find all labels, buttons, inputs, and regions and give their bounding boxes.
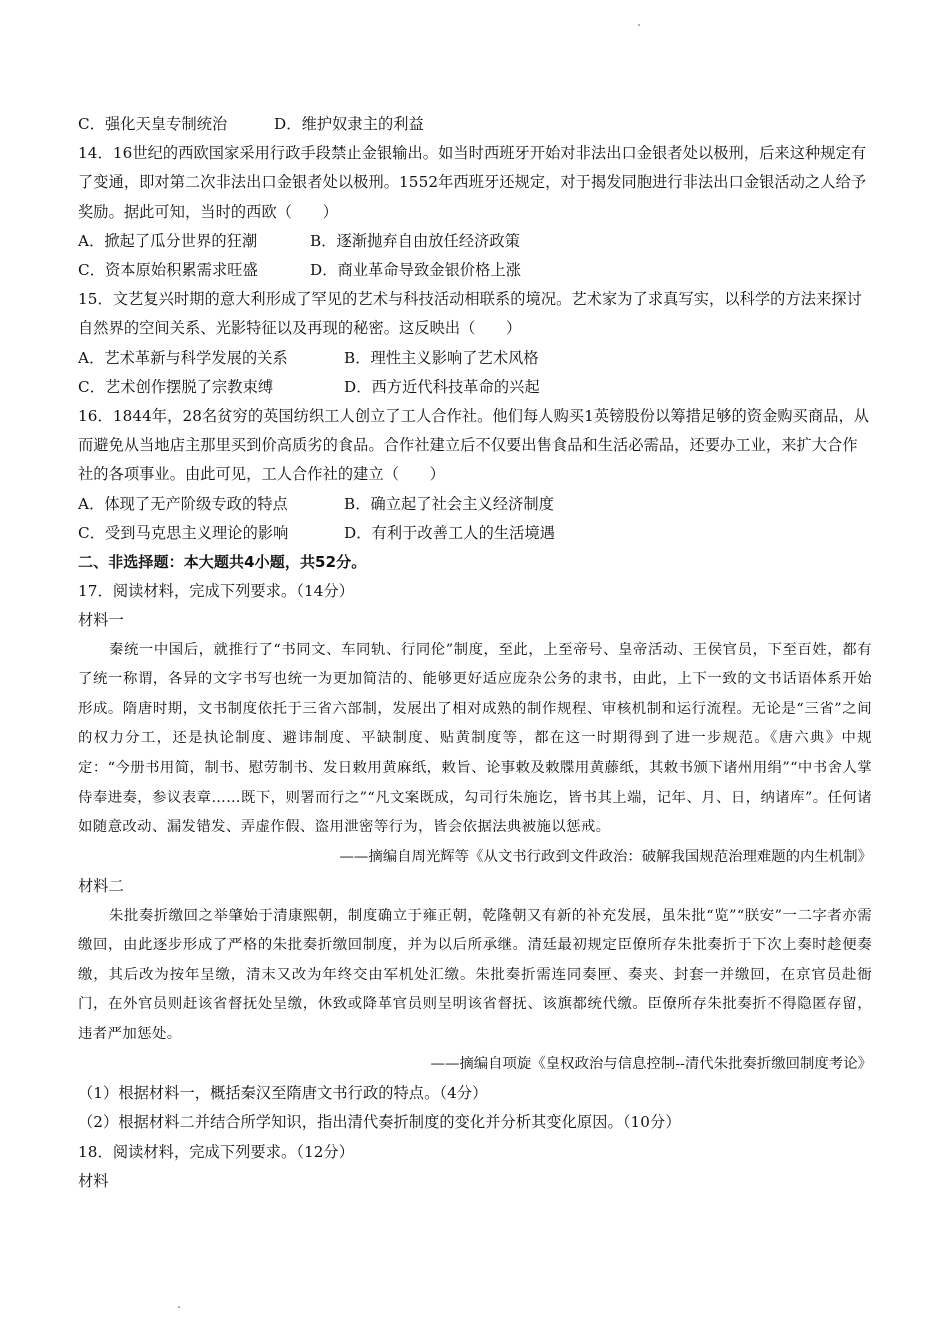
q13-option-d[interactable]: D．维护奴隶主的利益	[274, 115, 424, 133]
q16-options-cd	[78, 519, 872, 548]
q14-option-d[interactable]: D．商业革命导致金银价格上涨	[310, 261, 522, 280]
q15-option-c[interactable]: C．艺术创作摆脱了宗教束缚	[78, 377, 274, 396]
exam-page	[78, 110, 872, 1196]
q17-material-1-label: 材料一	[78, 611, 124, 630]
q15-option-a[interactable]: A．艺术革新与科学发展的关系	[78, 348, 288, 367]
q14-options-cd	[78, 256, 872, 285]
q17-material-1-source: ——摘编自周光辉等《从文书行政到文件政治：破解我国规范治理难题的内生机制》	[339, 848, 872, 865]
q17-material-2-text: 朱批奏折缴回之举肇始于清康熙朝，制度确立于雍正朝，乾隆朝又有新的补充发展，虽朱批“览”“朕安”一二字者亦需缴回，由此逐步形成了严格的朱批奏折缴回制度，并为以后所承继。清廷最初规定臣僚所存朱批奏折于下次上奏时趁便奏缴，其后改为按年呈缴，清末又改为年终交由军机处汇缴。朱批奏折需连同奏匣、奏夹、封套一并缴回，在京官员赴衙门，在外官员则赶该省督抚处呈缴，休致或降革官员则呈明该省督抚、该旗都统代缴。臣僚所存朱批奏折不得隐匿存留，违者严加惩处。	[78, 907, 872, 1042]
q17-subquestion-1: （1）根据材料一，概括秦汉至隋唐文书行政的特点。（4分）	[78, 1084, 488, 1103]
q17-subquestion-2: （2）根据材料二并结合所学知识，指出清代奏折制度的变化并分析其变化原因。（10分）	[78, 1113, 681, 1132]
q16-option-c[interactable]: C．受到马克思主义理论的影响	[78, 523, 289, 542]
top-dot-mark	[638, 24, 640, 26]
q15-options-cd	[78, 373, 872, 402]
q15-option-b[interactable]: B．理性主义影响了艺术风格	[344, 348, 539, 367]
q17-material-2-label: 材料二	[78, 877, 124, 896]
q17-material-1-text: 秦统一中国后，就推行了“书同文、车同轨、行同伦”制度，至此，上至帝号、皇帝活动、王侯官员，下至百姓，都有了统一称谓，各异的文字书写也统一为更加简洁的、能够更好适应庞杂公务的隶书，由此，上下一致的文书话语体系开始形成。隋唐时期，文书制度依托于三省六部制，发展出了相对成熟的制作规程、审核机制和运行流程。无论是“三省”之间的权力分工，还是执论制度、避讳制度、平缺制度、贴黄制度等，都在这一时期得到了进一步规范。《唐六典》中规定：“今册书用简，制书、慰劳制书、发日敕用黄麻纸，敕旨、论事敕及敕牒用黄藤纸，其敕书颁下诸州用绢”“中书舍人掌侍奉进奏，参议表章……既下，则署而行之”“凡文案既成，勾司行朱施讫，皆书其上端，记年、月、日，纳诸库”。任何诸如随意改动、漏发错发、弄虚作假、盗用泄密等行为，皆会依据法典被施以惩戒。	[78, 641, 872, 836]
q14-option-c[interactable]: C．资本原始积累需求旺盛	[78, 261, 258, 280]
section-2-heading: 二、非选择题：本大题共4小题，共52分。	[78, 553, 367, 572]
q13-option-c[interactable]: C．强化天皇专制统治	[78, 115, 228, 133]
q16-option-a[interactable]: A．体现了无产阶级专政的特点	[78, 494, 288, 513]
q14-option-b[interactable]: B．逐渐抛弃自由放任经济政策	[310, 231, 520, 250]
bottom-dot-mark	[178, 1306, 180, 1308]
q16-option-b[interactable]: B．确立起了社会主义经济制度	[344, 494, 554, 513]
q13-options-cd	[78, 110, 872, 139]
q16-stem: 16．1844年，28名贫穷的英国纺织工人创立了工人合作社。他们每人购买1英镑股份以筹措足够的资金购买商品，从而避免从当地店主那里买到价高质劣的食品。合作社建立后不仅要出售食品和生活必需品，还要办工业，来扩大合作社的各项事业。由此可见，工人合作社的建立（ ）	[78, 407, 870, 484]
q18-stem: 18．阅读材料，完成下列要求。（12分）	[78, 1142, 355, 1161]
q17-material-2-source: ——摘编自项旋《皇权政治与信息控制--清代朱批奏折缴回制度考论》	[430, 1055, 872, 1072]
q15-option-d[interactable]: D．西方近代科技革命的兴起	[344, 377, 540, 396]
q15-stem: 15．文艺复兴时期的意大利形成了罕见的艺术与科技活动相联系的境况。艺术家为了求真写实，以科学的方法来探讨自然界的空间关系、光影特征以及再现的秘密。这反映出（ ）	[78, 290, 862, 338]
q16-option-d[interactable]: D．有利于改善工人的生活境遇	[344, 523, 556, 542]
q14-options-ab	[78, 227, 872, 256]
q17-stem: 17．阅读材料，完成下列要求。（14分）	[78, 582, 355, 601]
q16-options-ab	[78, 490, 872, 519]
q14-option-a[interactable]: A．掀起了瓜分世界的狂潮	[78, 231, 258, 250]
q18-material-label: 材料	[78, 1171, 109, 1190]
q14-stem: 14．16世纪的西欧国家采用行政手段禁止金银输出。如当时西班牙开始对非法出口金银者处以极刑，后来这种规定有了变通，即对第二次非法出口金银者处以极刑。1552年西班牙还规定，对于揭发同胞进行非法出口金银活动之人给予奖励。据此可知，当时的西欧（ ）	[78, 144, 867, 221]
q15-options-ab	[78, 344, 872, 373]
